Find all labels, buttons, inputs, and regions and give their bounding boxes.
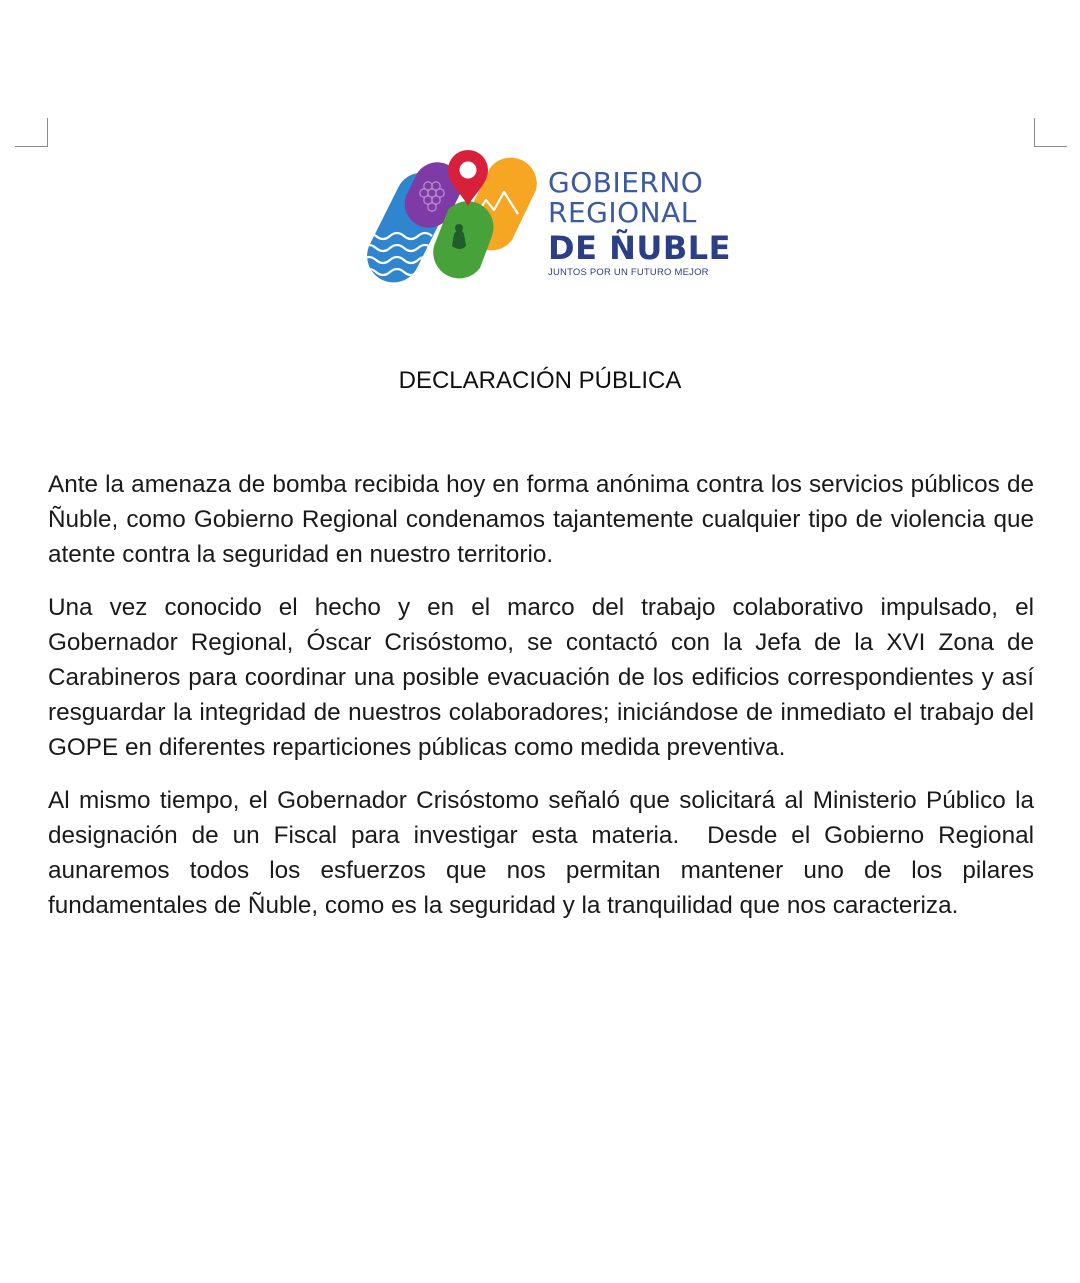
logo-line-gobierno: GOBIERNO [548,166,704,199]
document-title: DECLARACIÓN PÚBLICA [398,367,682,394]
paragraph-2: Una vez conocido el hecho y en el marco del trabajo colaborativo impulsado, el Gobernador Regional, Óscar Crisóstomo, se contactó con la Jefa de la XVI Zona de Carabineros para coordinar una posible evacuación de los edificios correspondientes y así resguardar la integridad de nuestros colaboradores; iniciándose de inmediato el trabajo del GOPE en diferentes reparticiones públicas como medida preventiva. [48,593,1041,762]
paragraph-1: Ante la amenaza de bomba recibida hoy en forma anónima contra los servicios públicos de Ñuble, como Gobierno Regional condenamos tajantemente cualquier tipo de violencia que atente contra la seguridad en nuestro territorio. [48,471,1041,569]
crop-mark-top-left [15,118,48,147]
logo-tagline: JUNTOS POR UN FUTURO MEJOR [548,267,709,278]
logo-line-de-nuble: DE ÑUBLE [548,229,731,267]
logo-emblem-icon [362,148,540,288]
paragraph-3: Al mismo tiempo, el Gobernador Crisóstomo señaló que solicitará al Ministerio Público la designación de un Fiscal para investigar esta materia. Desde el Gobierno Regional aunaremos todos los esfuerzos que nos permitan mantener uno de los pilares fundamentales de Ñuble, como es la seguridad y la tranquilidad que nos caracteriza. [48,786,1041,920]
logo-wordmark [548,166,731,279]
logo-line-regional: REGIONAL [548,196,697,229]
crop-mark-top-right [1034,118,1067,147]
gobierno-regional-logo [362,148,731,288]
document-body [48,467,1041,940]
